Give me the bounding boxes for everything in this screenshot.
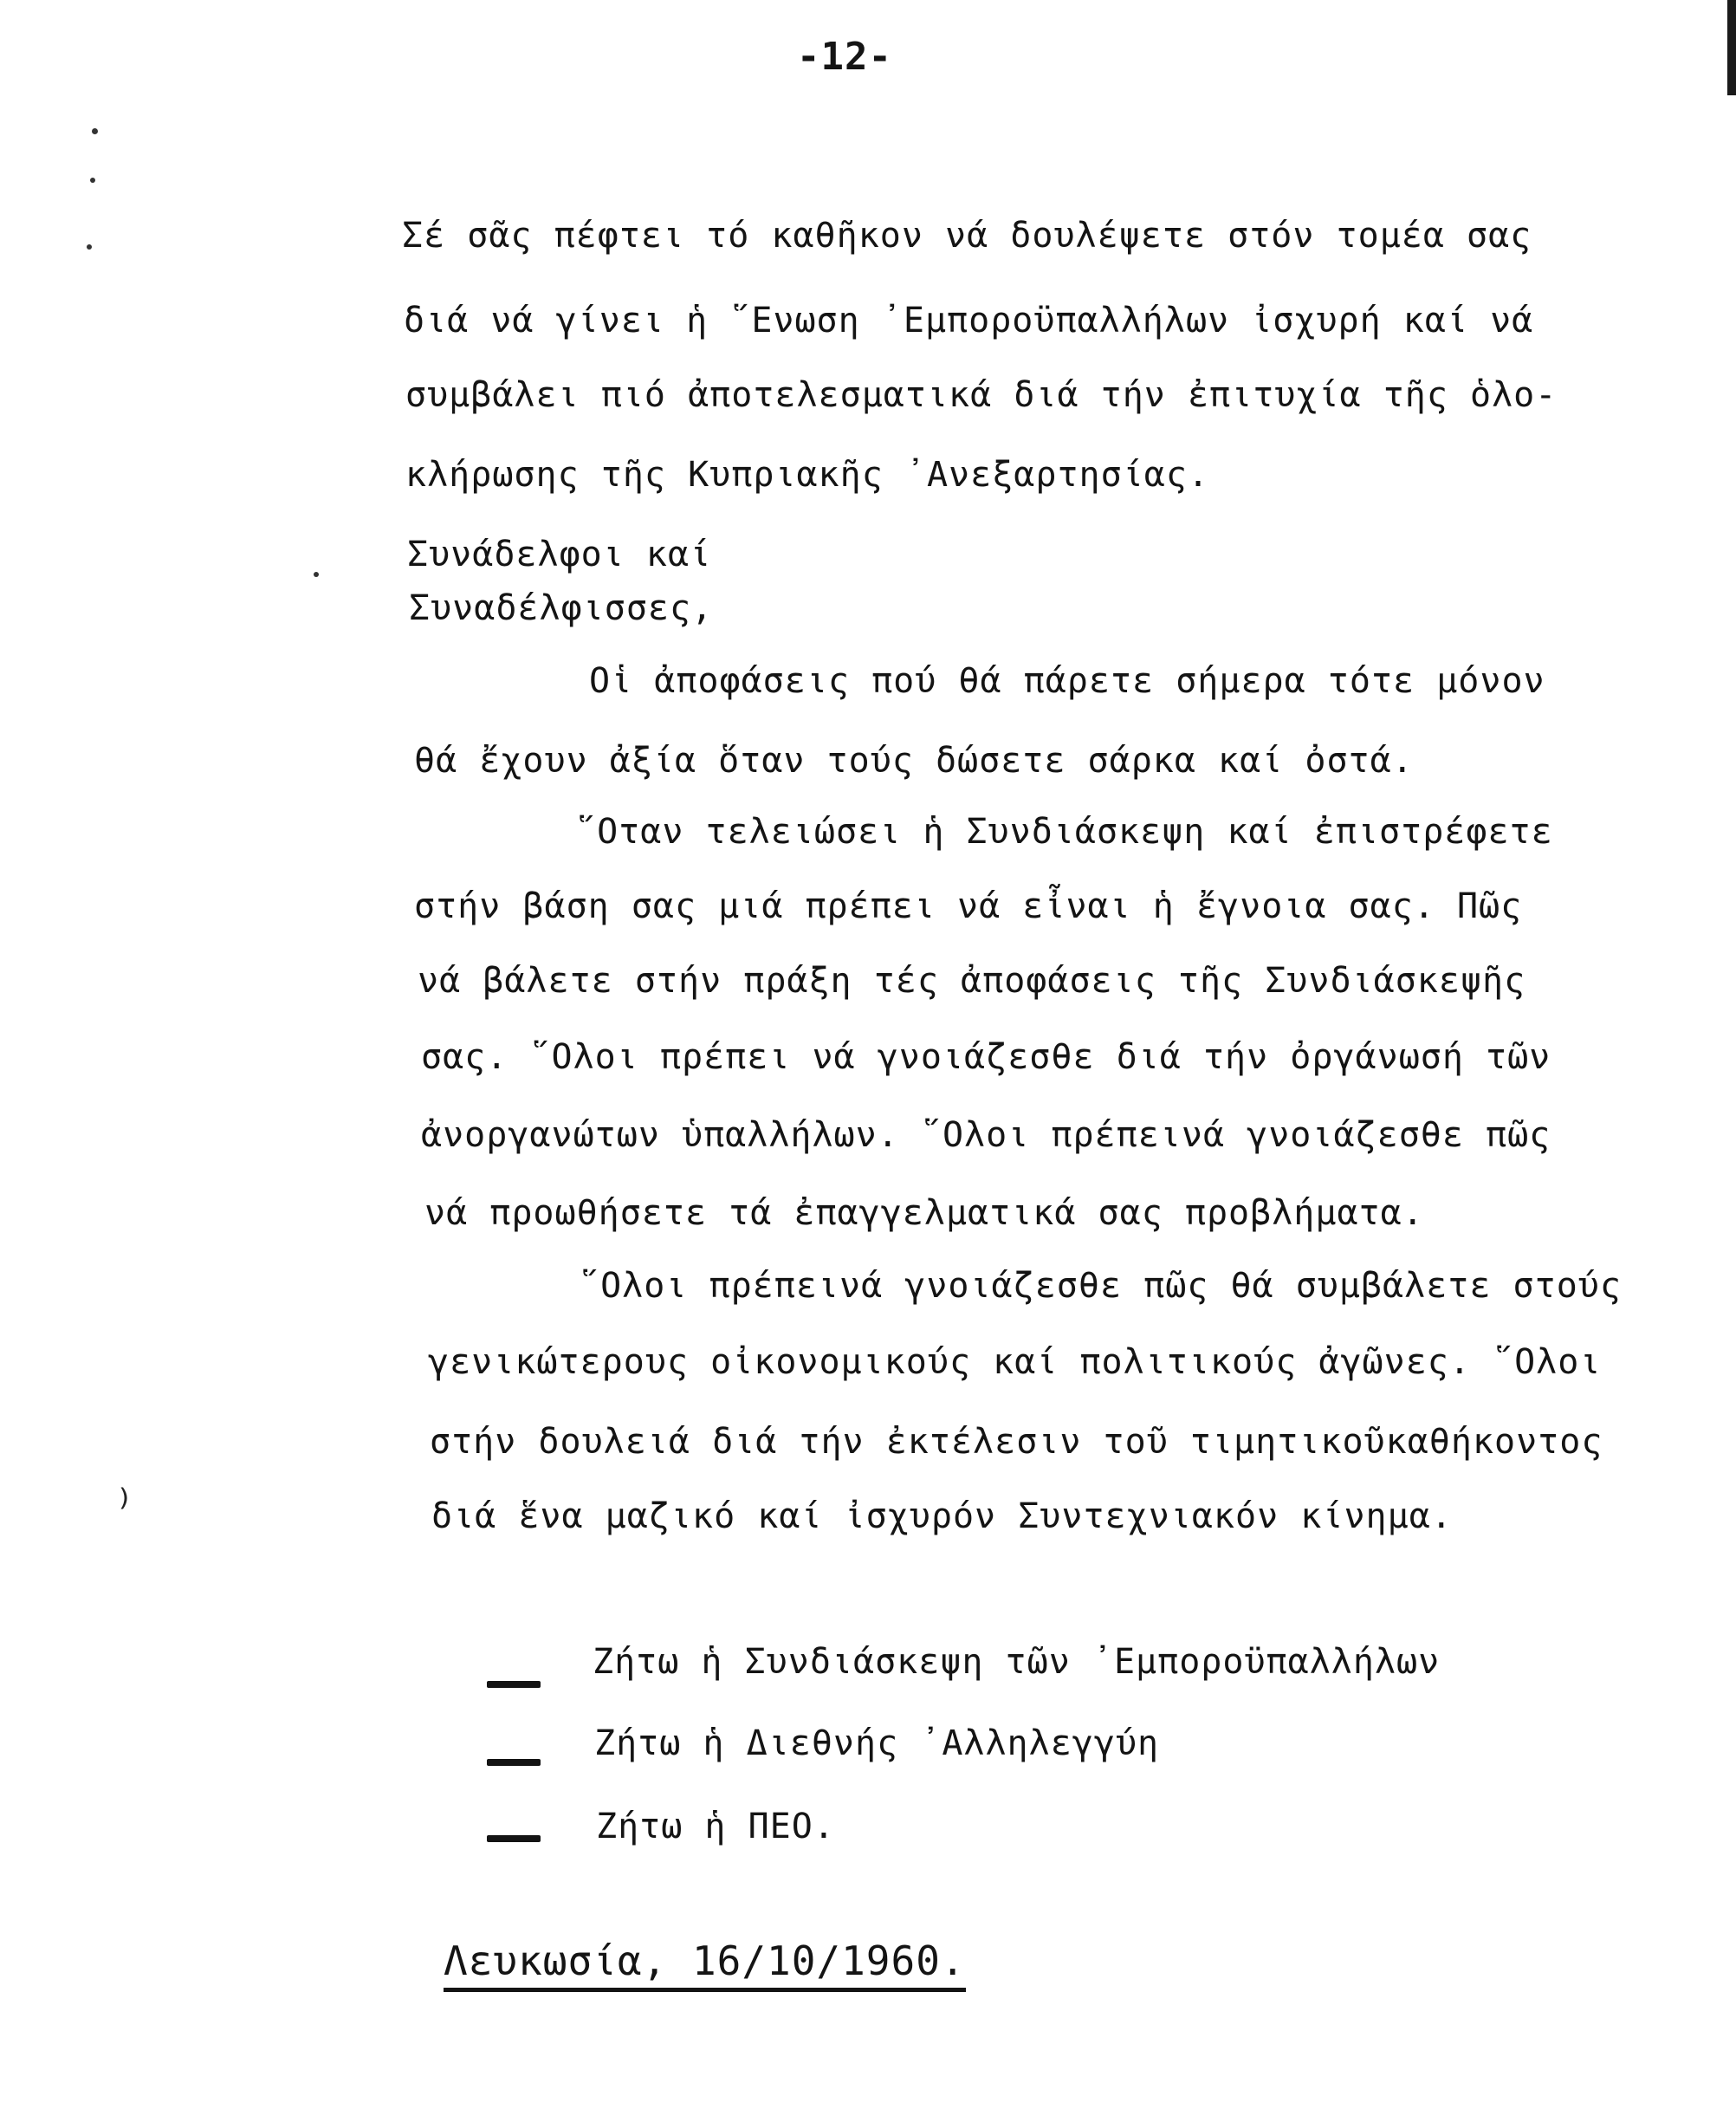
salutation-line: Συναδέλφισσες, <box>409 588 714 628</box>
scan-speck <box>90 178 95 183</box>
text-line: διά νά γίνει ἡ ῞Ενωση ᾿Εμποροϋπαλλήλων ἰσχυρή καί νά <box>404 301 1534 341</box>
text-line: Σέ σᾶς πέφτει τό καθῆκον νά δουλέψετε στόν τομέα σας <box>402 216 1532 256</box>
text-line: νά βάλετε στήν πράξη τές ἀποφάσεις τῆς Συνδιάσκεψῆς <box>418 961 1526 1001</box>
text-line: ῞Οταν τελειώσει ἡ Συνδιάσκεψη καί ἐπιστρέφετε <box>575 812 1553 852</box>
text-line: ἀνοργανώτων ὑπαλλήλων. ῞Ολοι πρέπεινά γνοιάζεσθε πῶς <box>421 1115 1551 1155</box>
text-line: στήν βάση σας μιά πρέπει νά εἶναι ἡ ἔγνοια σας. Πῶς <box>414 886 1523 926</box>
text-line: συμβάλει πιό ἀποτελεσματικά διά τήν ἐπιτυχία τῆς ὁλο- <box>405 375 1558 415</box>
slogan-dash <box>487 1681 541 1688</box>
text-line: σας. ῞Ολοι πρέπει νά γνοιάζεσθε διά τήν ὀργάνωσή τῶν <box>421 1037 1551 1077</box>
scan-speck <box>92 128 98 134</box>
text-line: νά προωθήσετε τά ἐπαγγελματικά σας προβλήματα. <box>424 1193 1424 1233</box>
scan-edge-mark <box>1727 0 1736 95</box>
text-line: Οἱ ἀποφάσεις πού θά πάρετε σήμερα τότε μόνον <box>589 661 1545 701</box>
date-line: Λευκωσία, 16/10/1960. <box>444 1937 966 1992</box>
slogan-line: Ζήτω ἡ ΠΕΟ. <box>596 1807 835 1846</box>
scan-speck <box>314 572 319 577</box>
text-line: θά ἔχουν ἀξία ὅταν τούς δώσετε σάρκα καί ὀστά. <box>414 741 1414 781</box>
text-line: στήν δουλειά διά τήν ἐκτέλεσιν τοῦ τιμητικοῦκαθήκοντος <box>430 1422 1603 1462</box>
salutation-line: Συνάδελφοι καί <box>407 535 712 574</box>
slogan-line: Ζήτω ἡ Διεθνής ᾿Αλληλεγγύη <box>594 1723 1160 1763</box>
text-line: κλήρωσης τῆς Κυπριακῆς ᾿Ανεξαρτησίας. <box>405 455 1210 495</box>
page-number: -12- <box>797 35 892 79</box>
text-line: ῞Ολοι πρέπεινά γνοιάζεσθε πῶς θά συμβάλετε στούς <box>579 1266 1622 1306</box>
slogan-dash <box>487 1835 541 1842</box>
slogan-dash <box>487 1759 541 1766</box>
slogan-line: Ζήτω ἡ Συνδιάσκεψη τῶν ᾿Εμποροϋπαλλήλων <box>593 1642 1441 1682</box>
scan-speck <box>87 244 92 250</box>
text-line: γενικώτερους οἰκονομικούς καί πολιτικούς ἀγῶνες. ῞Ολοι <box>428 1342 1602 1382</box>
scan-squiggle-mark: ⁾ <box>111 1480 138 1530</box>
text-line: διά ἕνα μαζικό καί ἰσχυρόν Συντεχνιακόν κίνημα. <box>431 1496 1453 1536</box>
